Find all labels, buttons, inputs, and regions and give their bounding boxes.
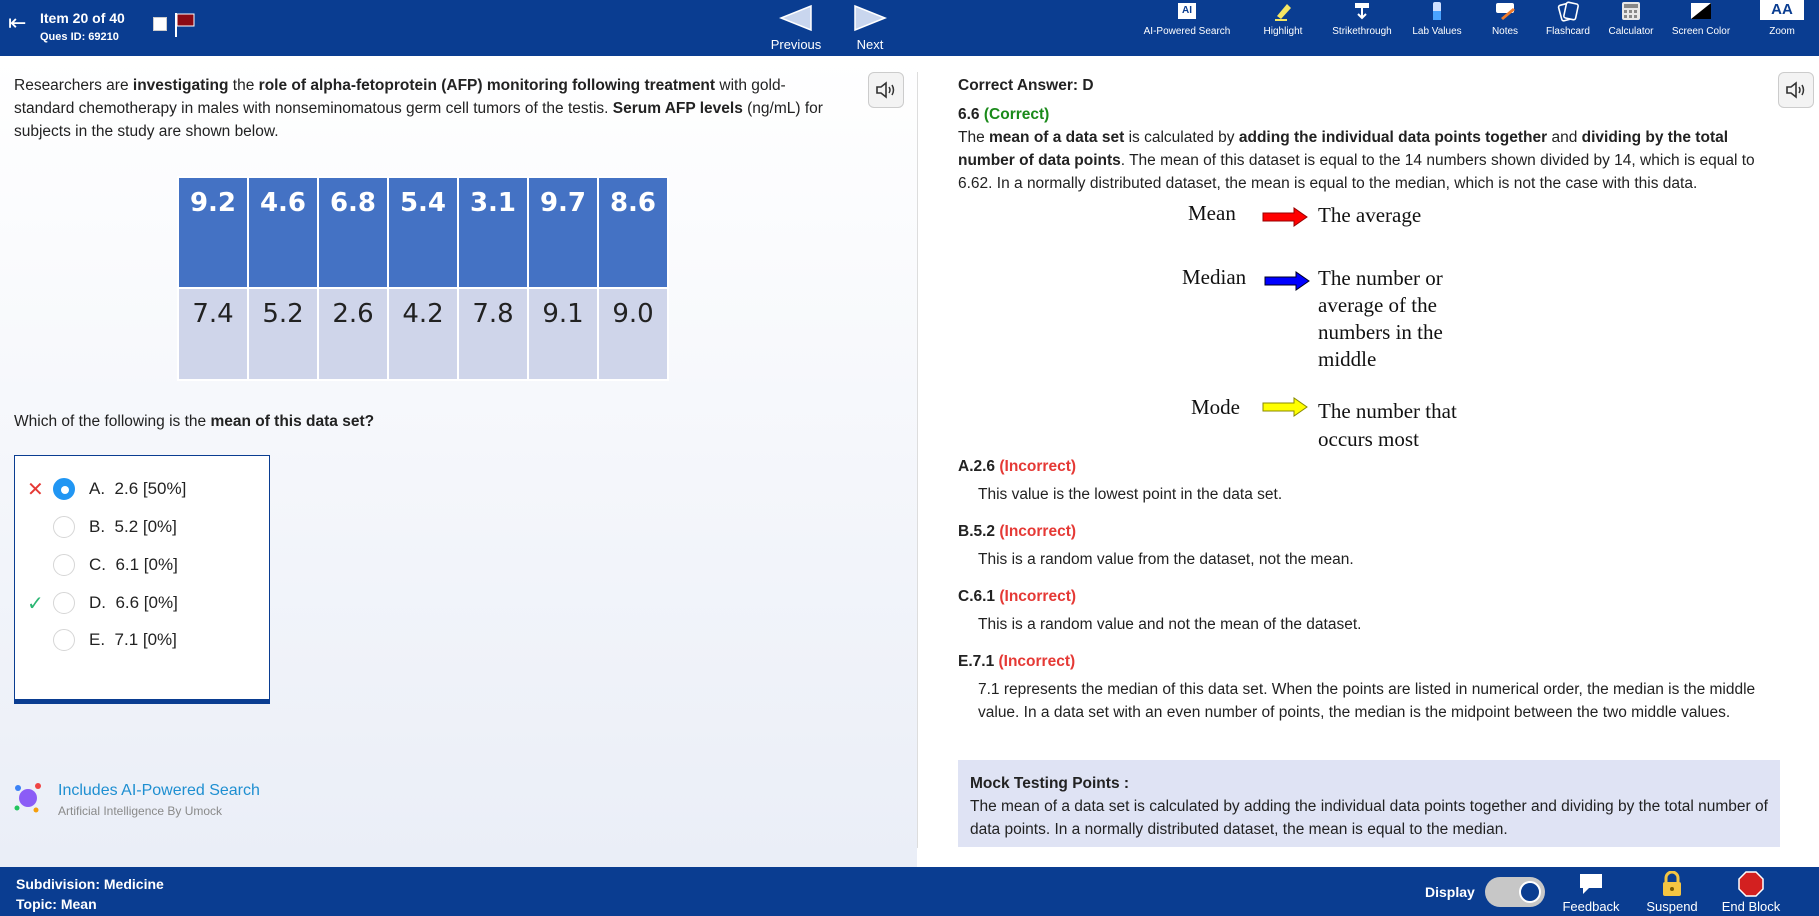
radio-button[interactable] — [53, 592, 75, 614]
tool-flashcard[interactable] — [1543, 0, 1593, 37]
table-cell: 9.0 — [598, 288, 668, 380]
tool-label: Calculator — [1608, 26, 1654, 37]
choice-b[interactable] — [15, 512, 265, 542]
incorrect-choice: B.5.2 — [958, 523, 1000, 540]
diagram-line: The number that — [1318, 399, 1457, 423]
table-row — [178, 177, 668, 288]
suspend-label: Suspend — [1646, 899, 1698, 914]
tool-label: Screen Color — [1671, 26, 1731, 37]
diagram-mode-def — [1318, 397, 1457, 453]
diagram-line: occurs most — [1318, 427, 1419, 451]
table-cell: 2.6 — [318, 288, 388, 380]
incorrect-tag: (Incorrect) — [999, 588, 1077, 605]
tool-screen-color[interactable] — [1668, 0, 1734, 37]
previous-button[interactable] — [770, 4, 822, 52]
diagram-mean-def: The average — [1318, 203, 1422, 227]
explanation-body — [958, 126, 1758, 195]
incorrect-text: 7.1 represents the median of this data set. When the points are listed in numerical order, the median is the middle value. In a data set with an even number of points, the median is the midpoint between the two middle values. — [978, 681, 1756, 721]
item-counter: Item 20 of 40 — [40, 10, 125, 26]
strikethrough-icon — [1350, 0, 1374, 22]
bold-text: mean of a data set — [989, 129, 1125, 146]
feedback-label: Feedback — [1562, 899, 1620, 914]
choice-letter: C. — [89, 555, 116, 574]
diagram-median-def — [1318, 265, 1443, 373]
incorrect-text: This value is the lowest point in the data set. — [978, 486, 1283, 503]
tool-zoom[interactable] — [1758, 0, 1806, 37]
table-cell: 8.6 — [598, 177, 668, 288]
table-row — [178, 288, 668, 380]
mark-checkbox[interactable] — [153, 17, 167, 31]
toggle-knob — [1519, 881, 1541, 903]
tool-label: Notes — [1491, 26, 1519, 37]
lock-icon — [1658, 871, 1686, 897]
screen-color-icon — [1689, 0, 1713, 22]
table-cell: 5.2 — [248, 288, 318, 380]
median-arrow-icon — [1264, 271, 1310, 291]
incorrect-heading — [958, 520, 1768, 543]
text: Researchers are — [14, 77, 133, 94]
text: (ng/mL) for subjects in the study are shown below. — [14, 100, 823, 140]
choice-value: 6.1 [0%] — [115, 555, 178, 574]
bottom-bar — [0, 867, 1819, 916]
tool-label: Lab Values — [1412, 26, 1462, 37]
incorrect-heading — [958, 650, 1768, 673]
radio-button[interactable] — [53, 478, 75, 500]
flag-icon[interactable] — [174, 12, 196, 38]
table-cell: 4.6 — [248, 177, 318, 288]
choice-text — [89, 517, 177, 537]
text: and — [1547, 129, 1582, 146]
feedback-icon — [1577, 871, 1605, 897]
display-label: Display — [1425, 884, 1475, 900]
afp-data-table — [177, 176, 669, 381]
choice-value: 7.1 [0%] — [114, 630, 177, 649]
next-button[interactable] — [850, 4, 890, 52]
text: the — [228, 77, 259, 94]
correct-value: 6.6 — [958, 106, 980, 123]
highlighter-icon — [1271, 0, 1295, 22]
choice-letter: B. — [89, 517, 115, 536]
next-label: Next — [856, 37, 884, 52]
radio-button[interactable] — [53, 516, 75, 538]
incorrect-heading — [958, 585, 1768, 608]
answer-choices — [14, 455, 270, 704]
calculator-icon — [1619, 0, 1643, 22]
choice-a[interactable] — [15, 474, 265, 504]
mean-arrow-icon — [1262, 207, 1308, 227]
tool-strikethrough[interactable] — [1330, 0, 1394, 37]
mock-text: The mean of a data set is calculated by adding the individual data points together and dividing by the total number of data points. In a normally distributed dataset, the mean is equal to the median. — [970, 798, 1768, 838]
incorrect-text: This is a random value from the dataset, not the mean. — [978, 551, 1354, 568]
ai-promo-title[interactable]: Includes AI-Powered Search — [58, 782, 260, 799]
question-prompt — [14, 413, 374, 431]
choice-c[interactable] — [15, 550, 265, 580]
correct-answer-heading: Correct Answer: D — [958, 77, 1094, 94]
incorrect-choice: C.6.1 — [958, 588, 1000, 605]
text: with gold-standard chemotherapy in males with nonseminomatous germ cell tumors of the testis. — [14, 77, 786, 117]
bold-text: adding the individual data points together — [1238, 129, 1548, 146]
mock-title: Mock Testing Points : — [970, 775, 1130, 792]
choice-e[interactable] — [15, 625, 265, 655]
choice-text — [89, 593, 178, 613]
bold-text: role of alpha-fetoprotein (AFP) monitoring — [258, 77, 568, 94]
bold-text: Serum AFP levels — [612, 100, 743, 117]
ai-icon: AI — [1178, 3, 1196, 19]
incorrect-tag: (Incorrect) — [999, 523, 1077, 540]
diagram-line: average of the — [1318, 293, 1437, 317]
incorrect-tag: (Incorrect) — [999, 458, 1077, 475]
choice-value: 2.6 [50%] — [114, 479, 187, 498]
bold-text: following — [572, 77, 641, 94]
diagram-line: numbers in the — [1318, 320, 1443, 344]
choice-value: 5.2 [0%] — [114, 517, 177, 536]
prompt-text: Which of the following is the — [14, 413, 211, 430]
choice-letter: A. — [89, 479, 115, 498]
table-cell: 4.2 — [388, 288, 458, 380]
diagram-median-label: Median — [1182, 265, 1247, 289]
feedback-button[interactable] — [1562, 871, 1620, 914]
incorrect-heading — [958, 455, 1768, 478]
question-stem — [14, 74, 834, 143]
correct-answer-line — [958, 103, 1768, 126]
tool-label: Zoom — [1769, 26, 1795, 37]
prompt-bold: mean of this data set? — [210, 413, 375, 430]
correct-tag: (Correct) — [983, 106, 1050, 123]
ai-promo-subtitle: Artificial Intelligence By Umock — [58, 804, 223, 818]
mean-median-mode-diagram — [1180, 197, 1519, 451]
tool-label: Flashcard — [1546, 26, 1590, 37]
end-block-label: End Block — [1721, 899, 1781, 914]
table-cell: 7.4 — [178, 288, 248, 380]
speaker-icon[interactable] — [868, 72, 904, 108]
text: . The mean of this dataset is equal to the 14 numbers shown divided by 14, which is equal to 6.62. In a normally distributed dataset, the mean is equal to the median, which is not the case with this data. — [958, 152, 1755, 192]
choice-text — [89, 630, 177, 650]
diagram-line: middle — [1318, 347, 1377, 371]
tool-label: Strikethrough — [1332, 26, 1392, 37]
mock-testing-points — [958, 760, 1780, 847]
top-toolbar — [0, 0, 1819, 56]
incorrect-tag: (Incorrect) — [998, 653, 1076, 670]
tool-notes[interactable] — [1490, 0, 1520, 37]
text: is calculated by — [1124, 129, 1239, 146]
incorrect-choice: A.2.6 — [958, 458, 1000, 475]
table-cell: 9.1 — [528, 288, 598, 380]
stop-icon — [1737, 871, 1765, 897]
tool-label: AI-Powered Search — [1143, 26, 1231, 37]
choice-text — [89, 555, 178, 575]
radio-button[interactable] — [53, 629, 75, 651]
table-cell: 7.8 — [458, 288, 528, 380]
diagram-line: The number or — [1318, 266, 1443, 290]
explanation-speaker-icon[interactable] — [1778, 72, 1814, 108]
incorrect-text: This is a random value and not the mean of the dataset. — [978, 616, 1362, 633]
choice-text — [89, 479, 186, 499]
incorrect-choice: E.7.1 — [958, 653, 999, 670]
bold-text: treatment — [644, 77, 716, 94]
table-cell: 5.4 — [388, 177, 458, 288]
text: The — [958, 129, 990, 146]
next-arrow-icon — [853, 4, 887, 32]
choice-d[interactable] — [15, 588, 265, 618]
end-block-button[interactable] — [1718, 871, 1784, 914]
bold-text: investigating — [132, 77, 229, 94]
tool-label: Highlight — [1263, 26, 1303, 37]
table-cell: 9.7 — [528, 177, 598, 288]
incorrect-x-icon: ✕ — [27, 479, 44, 501]
bold-text: dividing by the total number of data points — [958, 129, 1729, 169]
flask-icon — [1425, 0, 1449, 22]
back-arrow-icon[interactable]: ⇤ — [8, 10, 27, 35]
diagram-mode-label: Mode — [1191, 395, 1240, 419]
question-id: Ques ID: 69210 — [40, 31, 119, 43]
display-toggle[interactable] — [1485, 877, 1545, 907]
flashcard-icon — [1556, 0, 1580, 22]
choice-letter: E. — [89, 630, 115, 649]
tool-highlight[interactable] — [1258, 0, 1308, 37]
tool-calculator[interactable] — [1606, 0, 1656, 37]
zoom-icon: AA — [1760, 0, 1804, 20]
previous-arrow-icon — [779, 4, 813, 32]
table-cell: 3.1 — [458, 177, 528, 288]
notes-icon — [1493, 0, 1517, 22]
choice-value: 6.6 [0%] — [115, 593, 178, 612]
tool-lab-values[interactable] — [1410, 0, 1464, 37]
mode-arrow-icon — [1262, 397, 1308, 417]
table-cell: 9.2 — [178, 177, 248, 288]
topic-label: Topic: Mean — [16, 896, 97, 912]
ai-logo-icon — [14, 782, 44, 818]
diagram-mean-label: Mean — [1188, 201, 1236, 225]
table-cell: 6.8 — [318, 177, 388, 288]
subdivision-label: Subdivision: Medicine — [16, 876, 164, 892]
tool-ai-search[interactable] — [1142, 0, 1232, 37]
choice-letter: D. — [89, 593, 116, 612]
pane-divider[interactable] — [917, 72, 918, 848]
correct-check-icon: ✓ — [27, 593, 44, 615]
suspend-button[interactable] — [1644, 871, 1700, 914]
previous-label: Previous — [770, 37, 822, 52]
radio-button[interactable] — [53, 554, 75, 576]
